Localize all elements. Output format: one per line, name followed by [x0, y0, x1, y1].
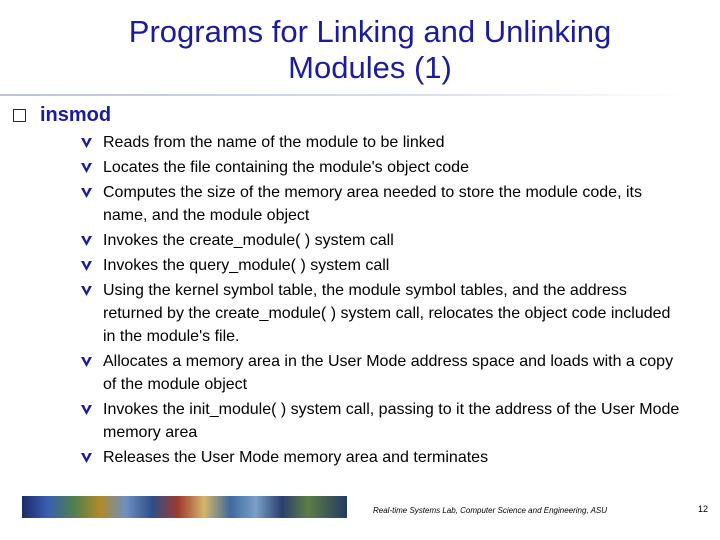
footer-image-strip — [22, 496, 347, 518]
list-item — [80, 156, 680, 179]
list-item — [80, 131, 680, 154]
list-item-text: Invokes the init_module( ) system call, passing to it the address of the User Mode memory area — [103, 401, 680, 441]
check-bullet-icon — [80, 355, 93, 368]
title-divider — [0, 94, 690, 96]
list-item-text: Locates the file containing the module's object code — [103, 159, 469, 176]
list-item — [80, 350, 680, 396]
main-bullet — [13, 102, 111, 128]
slide-title — [60, 14, 680, 86]
title-line-1: Programs for Linking and Unlinking — [128, 14, 612, 49]
page-number: 12 — [698, 504, 709, 514]
footer-text: Real-time Systems Lab, Computer Science and Engineering, ASU — [373, 506, 608, 515]
list-item — [80, 446, 680, 469]
check-bullet-icon — [80, 161, 93, 174]
square-bullet-icon — [13, 109, 26, 122]
list-item — [80, 279, 680, 348]
check-bullet-icon — [80, 403, 93, 416]
list-item-text: Reads from the name of the module to be linked — [103, 134, 445, 151]
check-bullet-icon — [80, 451, 93, 464]
list-item-text: Using the kernel symbol table, the module symbol tables, and the address returned by the create_module( ) system call, relocates the object code included in the module's file. — [103, 282, 671, 345]
check-bullet-icon — [80, 136, 93, 149]
check-bullet-icon — [80, 284, 93, 297]
check-bullet-icon — [80, 259, 93, 272]
main-bullet-label: insmod — [40, 103, 112, 126]
list-item-text: Invokes the query_module( ) system call — [103, 257, 390, 274]
check-bullet-icon — [80, 234, 93, 247]
list-item — [80, 254, 680, 277]
list-item — [80, 181, 680, 227]
list-item-text: Allocates a memory area in the User Mode address space and loads with a copy of the module object — [103, 353, 674, 393]
check-bullet-icon — [80, 186, 93, 199]
list-item — [80, 398, 680, 444]
sub-bullet-list — [80, 131, 680, 471]
title-line-2: Modules (1) — [288, 50, 452, 85]
list-item-text: Invokes the create_module( ) system call — [103, 232, 394, 249]
list-item — [80, 229, 680, 252]
list-item-text: Releases the User Mode memory area and terminates — [103, 449, 489, 466]
list-item-text: Computes the size of the memory area needed to store the module code, its name, and the module object — [103, 184, 642, 224]
